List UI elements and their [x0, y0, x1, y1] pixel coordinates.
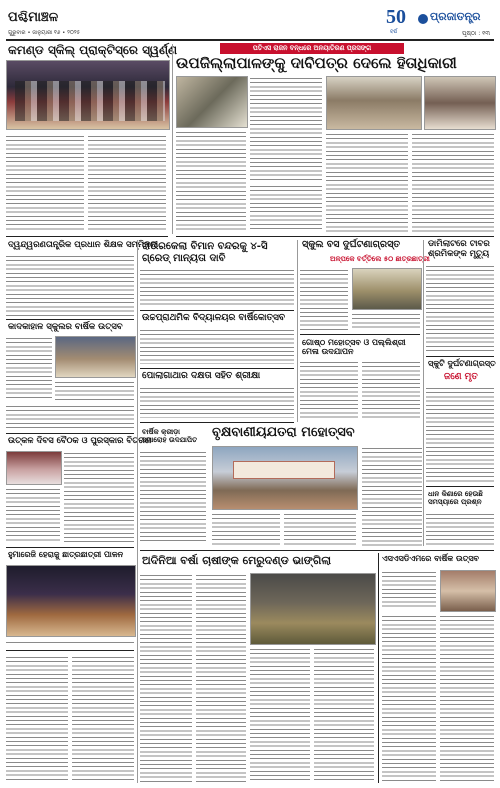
- story-headline: ଦ୍ୱନ୍ଦ୍ୱରଣତାନ୍ତ୍ରିକ ପ୍ରଧାନ ଶିକ୍ଷକ ସମ୍ମିଳନୀ: [8, 240, 159, 250]
- story-headline: ବାର୍ଷିକ କ୍ରୀଡ଼ା ସମାରୋହ ଉଦଯାପିତ: [142, 428, 198, 445]
- story-body: [140, 268, 294, 306]
- story-body: [284, 512, 356, 546]
- page-number: ପୃଷ୍ଠା : ୧୩: [462, 30, 490, 37]
- photo-stage-performance: [6, 565, 136, 637]
- story-body: [362, 446, 422, 546]
- story-headline: ଡାମିଲାଟରେ ଟାବର ଶ୍ରମିକଙ୍କ ମୃତ୍ୟୁ: [428, 239, 490, 259]
- story-body: [382, 614, 436, 783]
- story-headline: ବୃକ୍ଷବାଣୀୟଯତରା ମହୋତ୍ସବ: [212, 425, 355, 440]
- story-body: [352, 312, 420, 330]
- story-body: [326, 132, 408, 232]
- story-subhead: ଜଣେ ମୃତ: [444, 372, 478, 382]
- story-headline: ଧାନ କିଣାରେ ହେଉଛି ସମସ୍ୟାରେ ପ୍ରଶ୍ନ: [428, 490, 483, 507]
- divider: [426, 486, 494, 487]
- story-body: [426, 512, 494, 546]
- story-body: [6, 655, 68, 783]
- story-body: [300, 268, 348, 330]
- photo-award-ceremony: [6, 60, 170, 130]
- column-separator: [172, 44, 173, 234]
- column-separator: [297, 240, 298, 422]
- story-body: [6, 487, 60, 543]
- story-headline: ସ୍କୁଲ ବସ ଦୁର୍ଘଟଣାଗ୍ରସ୍ତ: [302, 239, 401, 250]
- photo-petition: [176, 76, 248, 128]
- story-body: [382, 570, 436, 610]
- story-headline: କମଣ୍ଡ ସ୍କିଲ୍ ପ୍ରାକ୍ଟିସ୍ରେ ସ୍ୱର୍ଣ୍ଣ: [8, 43, 178, 57]
- photo-school-function: [440, 570, 496, 612]
- story-headline: ଉପଜିଲ୍ଲାପାଳଙ୍କୁ ଦାବିପତ୍ର ଦେଲେ ହିତାଧିକାରୀ: [176, 54, 457, 72]
- story-body: [55, 380, 134, 400]
- dateline: ଗୁରୁବାର • ଜାନୁୟାରୀ ୧୬ • ୨୦୨୫: [8, 30, 81, 36]
- photo-stage-group: [6, 451, 62, 485]
- story-body: [140, 450, 206, 544]
- photo-school-event: [55, 336, 136, 378]
- story-body: [140, 328, 294, 364]
- photo-meeting: [326, 76, 422, 130]
- story-headline: ରାଉରକେଲା ବିମାନ ବନ୍ଦରକୁ ୪-ସି ଗ୍ରେଡ୍ ମାନ୍ୟତା ଦାବି: [142, 241, 268, 264]
- divider: [140, 550, 494, 551]
- edition-title: ପଶ୍ଚିମାଞ୍ଚଳ: [8, 10, 59, 25]
- brand-name: ପ୍ରଜାତନ୍ତ୍ର: [430, 10, 481, 23]
- photo-rain-damaged-paddy: [250, 573, 376, 645]
- story-headline: ଉତ୍କଳ ଦିବସ ବୈଠକ ଓ ପୁରସ୍କାର ବିତରଣ: [8, 436, 152, 446]
- divider: [140, 310, 294, 311]
- divider: [6, 319, 134, 320]
- anniversary-number: 50: [386, 6, 406, 28]
- story-body: [6, 254, 134, 316]
- story-body: [72, 655, 134, 783]
- story-body: [6, 640, 134, 646]
- story-headline: ସ୍କୁଟି ଦୁର୍ଘଟଣାଗ୍ରସ୍ତ: [428, 359, 496, 368]
- anniversary-caption: ବର୍ଷ: [390, 29, 398, 35]
- story-body: [140, 573, 192, 783]
- photo-fair-banner: [212, 446, 358, 510]
- divider: [140, 422, 294, 423]
- divider: [6, 547, 134, 548]
- divider: [6, 236, 168, 237]
- story-subhead: ଅଳ୍ପକେ ବର୍ତ୍ତିଲେ ୫୦ ଛାତ୍ରଛାତ୍ରୀ: [330, 255, 430, 263]
- story-body: [314, 647, 374, 783]
- masthead-rule: [6, 39, 494, 41]
- story-body: [6, 134, 84, 232]
- story-body: [6, 336, 52, 400]
- divider: [6, 433, 134, 434]
- story-body: [64, 451, 134, 543]
- divider: [140, 368, 294, 369]
- story-body: [412, 132, 494, 232]
- photo-bus-accident: [352, 268, 422, 310]
- story-body: [212, 512, 280, 546]
- brand-icon: [418, 14, 428, 24]
- column-separator: [137, 240, 138, 783]
- story-body: [250, 184, 322, 232]
- story-body: [88, 134, 166, 232]
- story-headline: ଉଚ୍ଚପ୍ରାଥମିକ ବିଦ୍ୟାଳୟର ବାର୍ଷିକୋତ୍ସବ: [142, 313, 285, 323]
- story-kicker: ପତିଏସ ରାଜନ ବନ୍ଧରେ ଅନୟାତିରଣ ପ୍ରସଙ୍ଗ: [220, 43, 404, 54]
- divider: [378, 553, 379, 783]
- story-headline: ଏସଏସଡିଏମରେ ବାର୍ଷିକ ଉତ୍ସବ: [382, 554, 479, 563]
- story-headline: କାଦକାହାଳ ସ୍କୁଲର ବାର୍ଷିକ ଉତ୍ସବ: [8, 322, 123, 332]
- story-body: [140, 386, 294, 418]
- story-body: [426, 264, 494, 352]
- story-headline: ଅଦିନିଆ ବର୍ଷା ଚାଷୀଙ୍କ ମେରୁଦଣ୍ଡ ଭାଙ୍ଗିଲା: [142, 554, 332, 567]
- story-body: [440, 614, 494, 783]
- story-body: [300, 360, 358, 418]
- story-headline: ଗୋଷ୍ଠ ମହୋତ୍ସବ ଓ ପଲ୍ଲିଶ୍ରୀ ମେଳା ଉଦଯାପନ: [302, 338, 406, 357]
- story-body: [426, 386, 494, 482]
- story-headline: ପୋଲାଗାଥାର ଦକ୍ଷତା ସହିତ ଶ୍ରୀକ୍ଷା: [142, 371, 261, 381]
- photo-crowd: [424, 76, 496, 130]
- story-body: [176, 130, 246, 230]
- anniversary-logo: [386, 6, 416, 30]
- divider: [176, 236, 494, 237]
- divider: [426, 356, 494, 357]
- divider: [300, 334, 420, 335]
- column-separator: [423, 240, 424, 546]
- story-body: [6, 404, 134, 430]
- story-body: [196, 573, 246, 783]
- story-body: [250, 647, 310, 783]
- divider: [6, 650, 134, 651]
- story-headline: ହୁମାରେଜି ହେରାଜୁ ଛାତ୍ରଛାତ୍ରୀ ପାଳନ: [8, 550, 124, 559]
- story-body: [362, 360, 420, 418]
- story-body: [250, 76, 322, 180]
